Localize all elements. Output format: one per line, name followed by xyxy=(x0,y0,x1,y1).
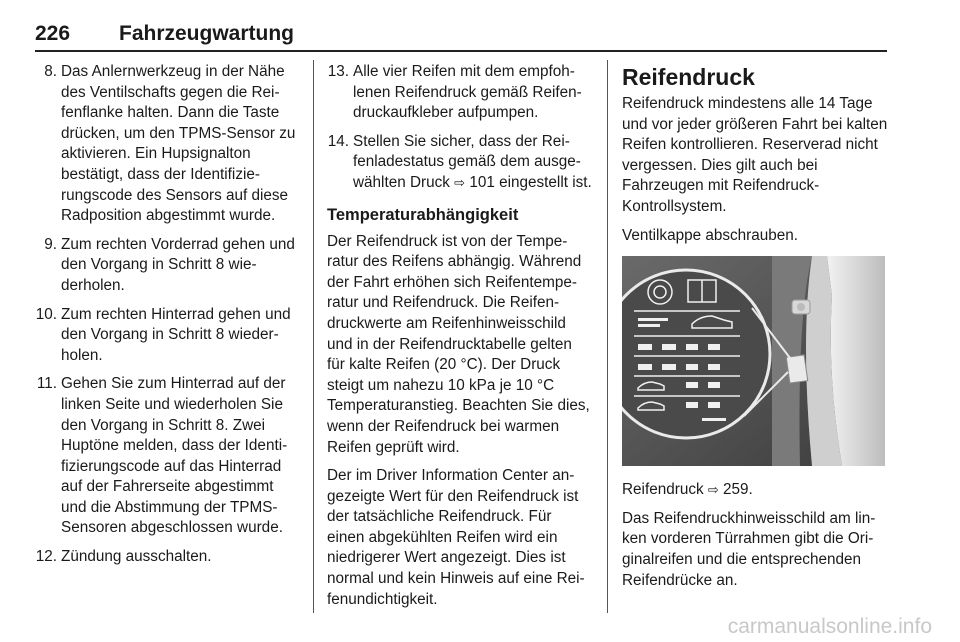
page-number: 226 xyxy=(35,22,71,45)
watermark: carmanualsonline.info xyxy=(727,615,932,638)
column-left xyxy=(35,62,299,576)
page-reference-link[interactable]: 101 eingestellt ist. xyxy=(469,173,592,191)
step-text: Das Anlernwerkzeug in der Nähe des Ventilschafts gegen die Reifenflanke halten. Dann die Taste drücken, um den TPMS-Sensor zu aktivieren. Ein Hupsignalton bestätigt, dass der Identifizierungscode des Sensors auf diese Radposition abgestimmt wurde. xyxy=(61,63,296,225)
figure-reference-text: Reifendruck xyxy=(622,481,704,499)
paragraph: Der Reifendruck ist von der Temperatur des Reifens abhängig. Während der Fahrt erhöhen sich Reifentemperatur und Reifendruck. Die Reifendruckwerte am Reifenhinweisschild und in der Reifendrucktabelle gelten für kalte Reifen (20 °C). Der Druck steigt um nahezu 10 kPa je 10 °C Temperaturanstieg. Beachten Sie dies, wenn der Reifendruck bei warmen Reifen geprüft wird. xyxy=(327,232,590,456)
list-item xyxy=(35,305,299,367)
step-text-part: Stellen Sie sicher, dass der Reifenladestatus gemäß dem ausgewählten Druck xyxy=(353,132,581,191)
column-middle xyxy=(327,62,592,618)
steps-list-continued xyxy=(327,62,592,194)
step-text: Gehen Sie zum Hinterrad auf der linken Seite und wiederholen Sie den Vorgang in Schritt 8. Zwei Huptöne melden, dass der Identifizierungscode auf das Hinterrad auf der Fahrerseite abgestimmt und die Abstimmung der TPMS-Sensoren abgeschlossen wurde. xyxy=(61,375,288,537)
list-item xyxy=(327,62,592,124)
paragraph: Der im Driver Information Center angezeigte Wert für den Reifendruck ist der tatsächliche Reifendruck. Für einen abgekühlten Reifen wird ein niedrigerer Wert angezeigt. Dies ist normal und kein Hinweis auf eine Reifenundichtigkeit. xyxy=(327,467,585,608)
list-item xyxy=(35,235,299,297)
page-reference-arrow-icon: ⇨ xyxy=(454,174,466,190)
column-divider-1 xyxy=(313,60,314,613)
step-number: 14. xyxy=(327,132,349,150)
step-number: 9. xyxy=(44,235,57,253)
step-number: 8. xyxy=(44,63,57,80)
paragraph: Das Reifendruckhinweisschild am linken vorderen Türrahmen gibt die Originalreifen und die entsprechenden Reifendrücke an. xyxy=(622,509,876,589)
list-item xyxy=(35,374,299,539)
list-item xyxy=(327,132,592,194)
steps-list xyxy=(35,62,299,568)
paragraph: Reifendruck mindestens alle 14 Tage und vor jeder größeren Fahrt bei kalten Reifen kontrollieren. Reserverad nicht vergessen. Dies gilt auch bei Fahrzeugen mit Reifendruck-Kontrollsystem. xyxy=(622,95,888,215)
step-number: 13. xyxy=(327,63,349,80)
list-item xyxy=(35,62,299,227)
list-item xyxy=(35,547,299,568)
figure-reference xyxy=(622,480,888,501)
page-header xyxy=(35,22,885,52)
section-subheading: Temperaturabhängigkeit xyxy=(327,205,519,224)
column-right xyxy=(622,62,888,599)
step-text: Zum rechten Vorderrad gehen und den Vorgang in Schritt 8 wiederholen. xyxy=(61,235,295,294)
page-title: Fahrzeugwartung xyxy=(119,22,295,45)
header-rule xyxy=(35,50,887,52)
door-frame-illustration xyxy=(622,256,885,466)
step-text: Zum rechten Hinterrad gehen und den Vorgang in Schritt 8 wiederholen. xyxy=(61,305,291,364)
step-text xyxy=(353,132,592,194)
page-reference-link[interactable]: 259. xyxy=(723,481,753,499)
tyre-pressure-label-figure xyxy=(622,256,885,466)
step-number: 11. xyxy=(36,375,57,393)
step-number: 12. xyxy=(35,548,57,566)
paragraph: Ventilkappe abschrauben. xyxy=(622,226,799,244)
column-divider-2 xyxy=(607,60,608,613)
step-text: Alle vier Reifen mit dem empfohlenen Reifendruck gemäß Reifendruckaufkleber aufpumpen. xyxy=(353,63,582,122)
step-number: 10. xyxy=(35,305,57,323)
step-text: Zündung ausschalten. xyxy=(61,548,212,566)
section-heading: Reifendruck xyxy=(622,64,755,90)
page-reference-arrow-icon: ⇨ xyxy=(707,482,719,498)
